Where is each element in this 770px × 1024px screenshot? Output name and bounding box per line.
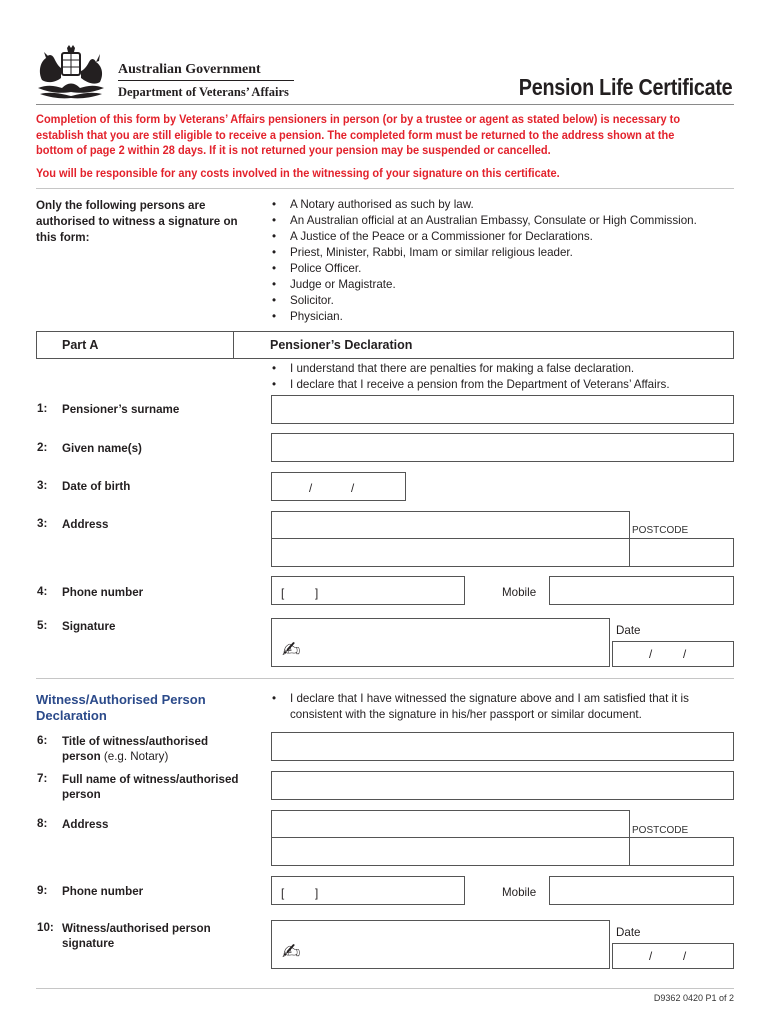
date-of-birth-field[interactable] xyxy=(271,472,406,501)
area-code-bracket: ] xyxy=(315,587,319,600)
field-number: 2: xyxy=(37,441,48,454)
witness-full-name-label-line-2: person xyxy=(62,788,101,801)
signature-label: Signature xyxy=(62,620,116,633)
government-name: Australian Government xyxy=(118,62,261,77)
witness-heading-line-1: Witness/Authorised Person xyxy=(36,692,206,707)
witness-signature-date-field[interactable] xyxy=(612,943,734,969)
date-separator: / xyxy=(683,648,687,661)
witness-signature-label-line-1: Witness/authorised person xyxy=(62,922,211,935)
date-separator: / xyxy=(649,648,653,661)
authorised-witness-list xyxy=(271,197,731,325)
date-of-birth-label: Date of birth xyxy=(62,480,131,493)
section-divider xyxy=(36,678,734,679)
field-number: 3: xyxy=(37,517,48,530)
field-number: 9: xyxy=(37,884,48,897)
mobile-label: Mobile xyxy=(502,586,537,599)
header-rule xyxy=(118,80,294,81)
field-number: 1: xyxy=(37,402,48,415)
witness-title-label-line-1: Title of witness/authorised xyxy=(62,735,209,748)
surname-field[interactable] xyxy=(271,395,734,424)
date-label: Date xyxy=(616,624,641,637)
section-divider xyxy=(36,188,734,189)
mobile-label: Mobile xyxy=(502,886,537,899)
title-divider xyxy=(36,104,734,105)
list-item: • Police Officer. xyxy=(271,261,731,277)
date-separator: / xyxy=(649,950,653,963)
department-name: Department of Veterans’ Affairs xyxy=(118,85,289,99)
witness-title-label-line-2 xyxy=(62,749,208,764)
postcode-label: POSTCODE xyxy=(632,825,689,836)
mobile-field[interactable] xyxy=(549,576,734,605)
witness-title-example: (e.g. Notary) xyxy=(103,750,169,763)
witness-mobile-field[interactable] xyxy=(549,876,734,905)
field-number: 6: xyxy=(37,734,48,747)
form-title: Pension Life Certificate xyxy=(518,74,732,100)
signature-pen-icon: ✍ xyxy=(282,940,301,965)
list-item: • I understand that there are penalties for making a false declaration. xyxy=(271,361,731,377)
form-code: D9362 0420 P1 of 2 xyxy=(653,993,734,1003)
witness-title-field[interactable] xyxy=(271,732,734,761)
phone-number-field[interactable] xyxy=(271,576,465,605)
coat-of-arms-icon xyxy=(34,44,108,100)
list-item: • Priest, Minister, Rabbi, Imam or similar religious leader. xyxy=(271,245,731,261)
costs-note: You will be responsible for any costs involved in the witnessing of your signature on this certificate. xyxy=(36,167,560,180)
witness-full-name-field[interactable] xyxy=(271,771,734,800)
signature-date-field[interactable] xyxy=(612,641,734,667)
witness-signature-label-line-2: signature xyxy=(62,937,115,950)
part-a-divider xyxy=(233,331,234,359)
list-item: • Physician. xyxy=(271,309,731,325)
witness-address-line-1-field[interactable] xyxy=(271,810,630,838)
part-a-label: Part A xyxy=(62,338,99,352)
date-separator: / xyxy=(309,482,313,495)
witness-signature-label xyxy=(62,921,211,951)
field-number: 8: xyxy=(37,817,48,830)
field-number: 5: xyxy=(37,619,48,632)
list-item: • An Australian official at an Australian Embassy, Consulate or High Commission. xyxy=(271,213,731,229)
witness-phone-label: Phone number xyxy=(62,885,144,898)
area-code-bracket: ] xyxy=(315,887,319,900)
field-number: 10: xyxy=(37,921,54,934)
witness-address-label: Address xyxy=(62,818,109,831)
signature-pen-icon: ✍ xyxy=(282,638,301,663)
date-label: Date xyxy=(616,926,641,939)
list-item: • I declare that I receive a pension from the Department of Veterans’ Affairs. xyxy=(271,377,731,393)
pensioner-declaration-heading: Pensioner’s Declaration xyxy=(270,338,413,352)
phone-number-label: Phone number xyxy=(62,586,144,599)
address-label: Address xyxy=(62,518,109,531)
witness-full-name-label xyxy=(62,772,239,802)
postcode-field[interactable] xyxy=(629,538,734,567)
field-number: 3: xyxy=(37,479,48,492)
pensioner-declaration-list xyxy=(271,361,731,393)
witness-rules-label: Only the following persons are authorised to witness a signature on this form: xyxy=(36,199,238,244)
field-number: 4: xyxy=(37,585,48,598)
surname-label: Pensioner’s surname xyxy=(62,403,180,416)
witness-declaration-list xyxy=(271,691,731,723)
witness-title-label xyxy=(62,734,208,764)
list-item: • Judge or Magistrate. xyxy=(271,277,731,293)
witness-heading-line-2: Declaration xyxy=(36,708,107,723)
given-names-label: Given name(s) xyxy=(62,442,142,455)
field-number: 7: xyxy=(37,772,48,785)
address-line-1-field[interactable] xyxy=(271,511,630,539)
witness-title-label-bold: person xyxy=(62,750,101,763)
list-item: • I declare that I have witnessed the signature above and I am satisfied that it is consistent with the signature in his/her passport or similar document. xyxy=(271,691,731,723)
list-item: • A Notary authorised as such by law. xyxy=(271,197,731,213)
signature-field[interactable] xyxy=(271,618,610,667)
list-item: • A Justice of the Peace or a Commissioner for Declarations. xyxy=(271,229,731,245)
list-item: • Solicitor. xyxy=(271,293,731,309)
area-code-bracket: [ xyxy=(281,887,285,900)
witness-phone-field[interactable] xyxy=(271,876,465,905)
witness-postcode-field[interactable] xyxy=(629,837,734,866)
witness-signature-field[interactable] xyxy=(271,920,610,969)
area-code-bracket: [ xyxy=(281,587,285,600)
witness-heading xyxy=(36,692,206,724)
intro-paragraph: Completion of this form by Veterans’ Affairs pensioners in person (or by a trustee or agent as stated below) is necessary to establish that you are still eligible to receive a pension. The completed form must be returned to the address shown at the bottom of page 2 within 28 days. If it is not returned your pension may be suspended or cancelled. xyxy=(36,113,681,157)
date-separator: / xyxy=(683,950,687,963)
witness-full-name-label-line-1: Full name of witness/authorised xyxy=(62,773,239,786)
footer-divider xyxy=(36,988,734,989)
date-separator: / xyxy=(351,482,355,495)
postcode-label: POSTCODE xyxy=(632,525,689,536)
given-names-field[interactable] xyxy=(271,433,734,462)
